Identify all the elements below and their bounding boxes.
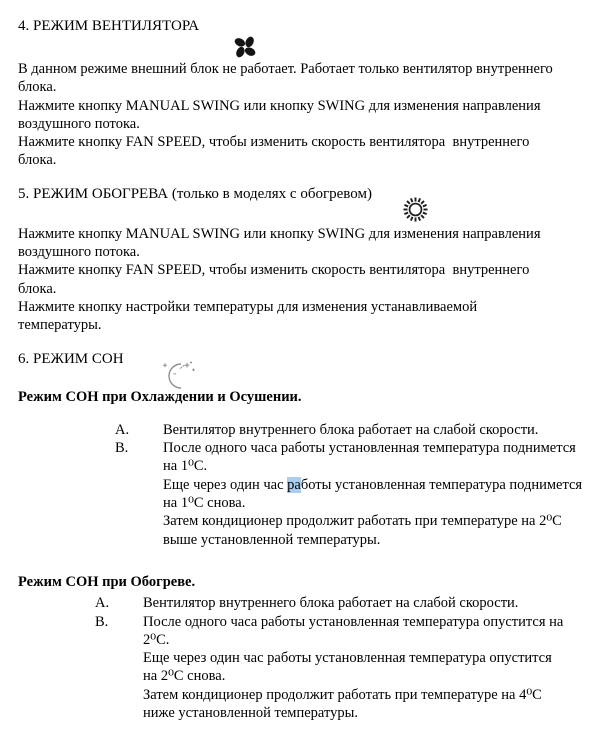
text-line: воздушного потока. xyxy=(18,244,140,261)
text-line: Нажмите кнопку FAN SPEED, чтобы изменить скорость вентилятора внутреннего xyxy=(18,134,530,151)
text-line: Нажмите кнопку MANUAL SWING или кнопку SWING для изменения направления xyxy=(18,97,541,114)
list-item xyxy=(115,421,606,439)
text-line: блока. xyxy=(18,79,57,96)
section-5-paragraph xyxy=(18,225,606,335)
text-line: Затем кондиционер продолжит работать при температуре на 2⁰С xyxy=(163,513,562,530)
list-marker: A. xyxy=(95,595,110,612)
text-line: 2⁰С. xyxy=(143,631,170,648)
section-4-paragraph xyxy=(18,60,606,170)
text-line: блока. xyxy=(18,152,57,169)
text-line: блока. xyxy=(18,280,57,297)
sleep-heating-heading: Режим СОН при Обогреве. xyxy=(18,573,196,590)
text-line: на 1⁰С. xyxy=(163,458,208,475)
list-item xyxy=(115,439,606,549)
list-marker: B. xyxy=(95,613,109,630)
list-marker: A. xyxy=(115,421,130,438)
sun-icon xyxy=(380,174,430,252)
text-line: воздушного потока. xyxy=(18,115,140,132)
section-4-heading-row xyxy=(18,15,606,41)
text-segment: боты установленная температура поднимется xyxy=(300,476,583,493)
sleep-cooling-list xyxy=(18,421,606,549)
text-line: После одного часа работы установленная температура поднимется xyxy=(163,440,576,457)
text-line: Нажмите кнопку настройки температуры для изменения устанавливаемой xyxy=(18,298,478,315)
section-6-title: 6. РЕЖИМ СОН xyxy=(18,350,124,367)
text-line: Затем кондиционер продолжит работать при температуре на 4⁰С xyxy=(143,686,542,703)
text-line: на 2⁰С снова. xyxy=(143,668,226,685)
section-4-title: 4. РЕЖИМ ВЕНТИЛЯТОРА xyxy=(18,18,200,34)
list-item xyxy=(95,613,606,723)
text-line: После одного часа работы установленная температура опустится на xyxy=(143,613,564,630)
text-line: ниже установленной температуры. xyxy=(143,705,359,722)
text-line xyxy=(163,476,582,494)
list-item xyxy=(95,594,606,612)
text-line: Нажмите кнопку MANUAL SWING или кнопку SWING для изменения направления xyxy=(18,225,541,242)
text-selection: ра xyxy=(287,476,301,493)
sleep-cooling-heading: Режим СОН при Охлаждении и Осушении. xyxy=(18,388,302,405)
text-line: Вентилятор внутреннего блока работает на слабой скорости. xyxy=(163,421,539,438)
text-line: температуры. xyxy=(18,317,102,334)
text-line: Нажмите кнопку FAN SPEED, чтобы изменить скорость вентилятора внутреннего xyxy=(18,262,530,279)
text-line: Вентилятор внутреннего блока работает на слабой скорости. xyxy=(143,595,519,612)
text-line: выше установленной температуры. xyxy=(163,531,381,548)
section-5-title: 5. РЕЖИМ ОБОГРЕВА (только в моделях с обогревом) xyxy=(18,185,372,202)
moon-icon xyxy=(138,336,199,421)
sleep-heating-list xyxy=(18,594,606,722)
fan-icon xyxy=(208,11,259,90)
text-segment: Еще через один час xyxy=(163,476,288,493)
section-6-heading-row xyxy=(18,348,606,374)
text-line: Еще через один час работы установленная температура опустится xyxy=(143,650,552,667)
section-5-heading-row xyxy=(18,183,606,209)
text-line: на 1⁰С снова. xyxy=(163,495,246,512)
list-marker: B. xyxy=(115,440,129,457)
text-line: В данном режиме внешний блок не работает. Работает только вентилятор внутреннего xyxy=(18,61,553,77)
